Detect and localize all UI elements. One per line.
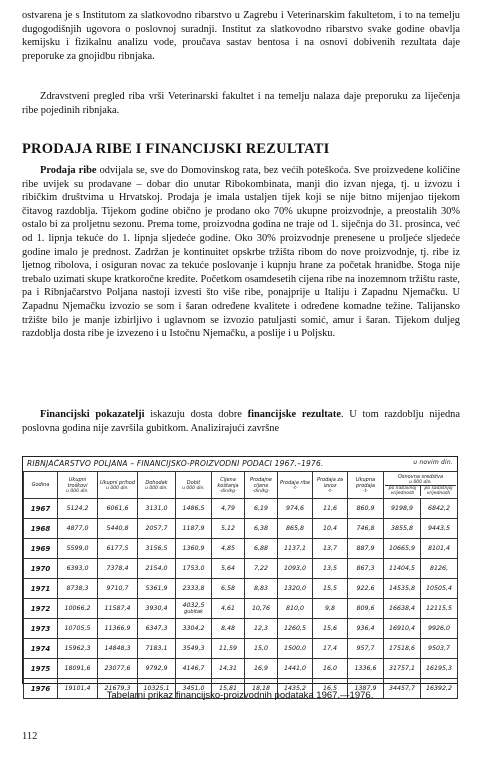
table-cell: 10,76 xyxy=(245,599,278,619)
table-header-row xyxy=(24,472,458,499)
table-cell: 8,48 xyxy=(212,619,245,639)
table-cell: 10705,5 xyxy=(58,619,98,639)
table-unit-note: u novim din. xyxy=(413,459,453,466)
table-cell: 3855,8 xyxy=(384,519,421,539)
table-cell: 21679,3 xyxy=(98,679,138,699)
table-cell: 16,5 xyxy=(313,679,348,699)
table-cell: 6177,5 xyxy=(98,539,138,559)
table-cell: 922,6 xyxy=(348,579,384,599)
page-number: 112 xyxy=(22,731,38,742)
table-cell: 1093,0 xyxy=(278,559,313,579)
header-sub-label: -t- xyxy=(292,485,298,491)
table-cell: 9443,5 xyxy=(421,519,458,539)
table-cell: 7378,4 xyxy=(98,559,138,579)
table-cell: 16638,4 xyxy=(384,599,421,619)
table-header xyxy=(24,472,458,499)
header-sub-label: -din/kg- xyxy=(252,488,270,494)
table-cell: 6393,0 xyxy=(58,559,98,579)
header-sub-label: u 000 din. xyxy=(182,485,205,491)
header-main-label: Ukupni prihod xyxy=(99,479,136,486)
table-cell: 9503,7 xyxy=(421,639,458,659)
table-cell: 957,7 xyxy=(348,639,384,659)
table-cell: 5124,2 xyxy=(58,499,98,519)
table-cell: 15962,3 xyxy=(58,639,98,659)
section-heading: PRODAJA RIBE I FINANCIJSKI REZULTATI xyxy=(22,141,330,157)
table-cell: 2057,7 xyxy=(138,519,176,539)
table-cell: 4,79 xyxy=(212,499,245,519)
finance-results-bold: financijske rezultate xyxy=(247,409,341,420)
finance-text-rest: . U tom razdoblju nijedna poslovna godina nije završila gubitkom. Analizirajući završne xyxy=(22,409,460,434)
table-cell: 10066,2 xyxy=(58,599,98,619)
table-row xyxy=(24,599,458,619)
sales-lead-bold: Prodaja ribe xyxy=(40,165,97,176)
table-cell: 34457,7 xyxy=(384,679,421,699)
financial-table xyxy=(23,471,458,699)
table-cell: 1336,6 xyxy=(348,659,384,679)
table-cell: 1320,0 xyxy=(278,579,313,599)
table-header-cell xyxy=(245,472,278,499)
table-cell: 3131,0 xyxy=(138,499,176,519)
table-cell: 7183,1 xyxy=(138,639,176,659)
table-row xyxy=(24,659,458,679)
table-cell: 16,0 xyxy=(313,659,348,679)
finance-paragraph xyxy=(22,408,460,435)
year-cell: 1976 xyxy=(24,679,58,699)
table-cell: 1441,0 xyxy=(278,659,313,679)
table-title-text: RIBNJAČARSTVO POLJANA – FINANCIJSKO-PROIZVODNI PODACI 1967.–1976. xyxy=(27,459,324,468)
table-cell: 12,3 xyxy=(245,619,278,639)
table-cell: 9926,0 xyxy=(421,619,458,639)
table-cell: 887,9 xyxy=(348,539,384,559)
table-cell: 6,38 xyxy=(245,519,278,539)
table-cell: 4,85 xyxy=(212,539,245,559)
table-header-cell xyxy=(24,472,58,499)
table-cell: 15,0 xyxy=(245,639,278,659)
table-cell: 10325,1 xyxy=(138,679,176,699)
table-cell: 4146,7 xyxy=(176,659,212,679)
table-header-cell xyxy=(98,472,138,499)
table-caption: Tabelarni prikaz financijsko-proizvodnih podataka 1967.—1976. xyxy=(106,690,374,701)
table-cell: 746,8 xyxy=(348,519,384,539)
table-cell: 860,9 xyxy=(348,499,384,519)
table-cell: 19101,4 xyxy=(58,679,98,699)
table-cell: 4877,0 xyxy=(58,519,98,539)
table-cell: 13,7 xyxy=(313,539,348,559)
table-cell: 8738,3 xyxy=(58,579,98,599)
table-row xyxy=(24,579,458,599)
financial-table-figure xyxy=(22,456,458,693)
table-cell: 8,83 xyxy=(245,579,278,599)
header-main-label: Prodajne cijene xyxy=(249,476,272,489)
intro-paragraph-1: ostvarena je s Institutom za slatkovodno ribarstvo u Zagrebu i Veterinarskim fakultetom, i to na temelju dugogodišnjih ugovora o poslovnoj suradnji. Institut za slatkovodno ribarstvo svake godine obavlja kemijsku i fizikalnu analizu vode, proučava sastav bentosa i na osnovi dobivenih rezultata daje preporuke za gnojidbu ribnjaka. xyxy=(22,10,460,62)
header-main-label: Prodaja za izvoz xyxy=(316,476,344,489)
table-cell: 10505,4 xyxy=(421,579,458,599)
table-cell: 5361,9 xyxy=(138,579,176,599)
table-cell: 1753,0 xyxy=(176,559,212,579)
header-sub-label: u 000 din. xyxy=(66,488,89,494)
table-cell: 1486,5 xyxy=(176,499,212,519)
table-cell: 16195,3 xyxy=(421,659,458,679)
year-cell: 1968 xyxy=(24,519,58,539)
table-body xyxy=(24,499,458,699)
table-cell: 12115,5 xyxy=(421,599,458,619)
table-header-cell xyxy=(58,472,98,499)
table-cell: 3451,0 xyxy=(176,679,212,699)
table-cell: 9710,7 xyxy=(98,579,138,599)
table-cell: 11,6 xyxy=(313,499,348,519)
table-cell: 11587,4 xyxy=(98,599,138,619)
table-cell: 936,4 xyxy=(348,619,384,639)
table-row xyxy=(24,559,458,579)
table-cell: 6061,6 xyxy=(98,499,138,519)
table-cell: 10,4 xyxy=(313,519,348,539)
table-cell: 6842,2 xyxy=(421,499,458,519)
table-cell: 18091,6 xyxy=(58,659,98,679)
table-cell: 1360,9 xyxy=(176,539,212,559)
table-cell: 6347,3 xyxy=(138,619,176,639)
table-row xyxy=(24,619,458,639)
header-sub-label: u 000 din. xyxy=(145,485,168,491)
table-row xyxy=(24,639,458,659)
table-cell: 31757,1 xyxy=(384,659,421,679)
header-sub-label: -t- xyxy=(362,488,368,494)
table-cell: 17518,6 xyxy=(384,639,421,659)
table-header-cell xyxy=(278,472,313,499)
table-cell: 2333,8 xyxy=(176,579,212,599)
header-main-label: Prodaja ribe xyxy=(279,479,311,486)
intro-paragraph-2: Zdravstveni pregled riba vrši Veterinarski fakultet i na temelju nalaza daje preporuku za liječenja ribe pojedinih ribnjaka. xyxy=(22,91,460,116)
table-row xyxy=(24,519,458,539)
table-cell: 5440,8 xyxy=(98,519,138,539)
sales-text: odvijala se, sve do Domovinskog rata, bez većih poteškoća. Sve proizvedene količine ribe uvijek su prodavane – dobar dio unutar Ribokombinata, manji dio izvan njega, tj. u izvozu i ribičkim društvima u Hrvatskoj. Prodaja je imala ustaljen tijek koji se nije bitno mijenjao tijekom čitavog razdoblja. Tijekom godine obično je prodano oko 70% ukupne proizvodnje, a preostalih 30% ostalo bi za proljetnu sezonu. Prema tome, proizvodna godina ne traje od 1. siječnja do 31. prosinca, već od 1. lipnja tekuće do 1. lipnja sljedeće godine. Oko 30% proizvodnje prenesene u proljeće sljedeće godine imalo je prednost. Zadržan je kontinuitet opskrbe tržišta ribom do nove proizvodnje, tj. ribe iz ljetnog ribolova, i osiguran novac za tekuće poslovanje i kupnju hrane za početak hranidbe. Stoga nije trebalo uzimati skupe kratkoročne kredite. Početkom osamdesetih cijena ribe na inozemnom tržištu raste, pa i Ribnjačarstvo Poljana nastoji izvesti što više ribe, ponajprije u Italiju i Zapadnu Njemačku. U Zapadnu Njemačku izvozio se som i šaran određene kvalitete i određene komadne težine. Talijansko tržište bilo je manje izbirljivo i uglavnom se izvozio patuljasti somić, amur i šaran. Tijekom duljeg razdoblja dosta ribe je izvezeno i u Istočnu Njemačku, a poslije i u Poljsku. xyxy=(22,165,460,340)
table-cell: 5,12 xyxy=(212,519,245,539)
header-main-label: Cijena koštanja xyxy=(217,476,239,489)
header-sub-label: u 000 din. xyxy=(106,485,129,491)
table-header-cell xyxy=(313,472,348,499)
header-main-label: Godina xyxy=(31,482,50,488)
table-cell: 17,4 xyxy=(313,639,348,659)
table-cell: 11404,5 xyxy=(384,559,421,579)
table-cell: 9792,9 xyxy=(138,659,176,679)
table-cell: 3304,2 xyxy=(176,619,212,639)
table-cell: 14848,3 xyxy=(98,639,138,659)
year-cell: 1974 xyxy=(24,639,58,659)
table-cell: 809,6 xyxy=(348,599,384,619)
year-cell: 1967 xyxy=(24,499,58,519)
table-cell: 15,6 xyxy=(313,619,348,639)
table-cell: 18,18 xyxy=(245,679,278,699)
table-cell: 23077,6 xyxy=(98,659,138,679)
table-cell: 1435,2 xyxy=(278,679,313,699)
sales-paragraph xyxy=(22,164,460,341)
table-row xyxy=(24,539,458,559)
table-cell: 6,88 xyxy=(245,539,278,559)
table-cell: 16910,4 xyxy=(384,619,421,639)
table-cell: 15,81 xyxy=(212,679,245,699)
year-cell: 1971 xyxy=(24,579,58,599)
table-cell: 4,61 xyxy=(212,599,245,619)
table-cell: 1137,1 xyxy=(278,539,313,559)
year-cell: 1970 xyxy=(24,559,58,579)
header-os-subcolumn: po sadašnjoj vrijednosti xyxy=(424,486,453,496)
table-cell: 2154,0 xyxy=(138,559,176,579)
table-cell: 14,31 xyxy=(212,659,245,679)
table-cell: 865,8 xyxy=(278,519,313,539)
table-cell: 1387,9 xyxy=(348,679,384,699)
table-cell: 9,8 xyxy=(313,599,348,619)
year-cell: 1969 xyxy=(24,539,58,559)
table-header-cell xyxy=(176,472,212,499)
year-cell: 1975 xyxy=(24,659,58,679)
table-cell: 6,58 xyxy=(212,579,245,599)
table-cell: 16,9 xyxy=(245,659,278,679)
header-sub-label: -t- xyxy=(327,488,333,494)
table-cell: 1260,5 xyxy=(278,619,313,639)
table-cell: 3549,3 xyxy=(176,639,212,659)
header-main-label: Ukupna prodaja xyxy=(355,476,376,489)
header-sub-label: u 000 din. xyxy=(409,480,432,485)
table-header-cell xyxy=(138,472,176,499)
table-cell: 974,6 xyxy=(278,499,313,519)
table-cell: 1500,0 xyxy=(278,639,313,659)
header-main-label: Dobit xyxy=(186,479,201,486)
table-cell: 3930,4 xyxy=(138,599,176,619)
table-cell: 14535,8 xyxy=(384,579,421,599)
finance-lead-bold: Financijski pokazatelji xyxy=(40,409,145,420)
table-cell: 8101,4 xyxy=(421,539,458,559)
header-main-label: Ukupni troškovi xyxy=(67,476,88,489)
table-cell: 810,0 xyxy=(278,599,313,619)
table-cell: 867,3 xyxy=(348,559,384,579)
table-cell: 11366,9 xyxy=(98,619,138,639)
table-cell: 8126, xyxy=(421,559,458,579)
table-header-cell xyxy=(384,472,458,499)
year-cell: 1973 xyxy=(24,619,58,639)
year-cell: 1972 xyxy=(24,599,58,619)
table-cell: 13,5 xyxy=(313,559,348,579)
table-cell: 5,64 xyxy=(212,559,245,579)
table-cell: 6,19 xyxy=(245,499,278,519)
table-cell: 1187,9 xyxy=(176,519,212,539)
header-sub-label: -din/kg- xyxy=(219,488,237,494)
header-main-label: Dohodak xyxy=(145,479,168,486)
table-cell: 11,59 xyxy=(212,639,245,659)
table-cell: 16392,2 xyxy=(421,679,458,699)
finance-text-mid: iskazuju dosta dobre xyxy=(144,409,248,420)
table-header-cell xyxy=(212,472,245,499)
table-cell: 4032,5 gubitak xyxy=(176,599,212,619)
table-cell: 15,5 xyxy=(313,579,348,599)
table-cell: 9198,9 xyxy=(384,499,421,519)
table-cell: 5599,0 xyxy=(58,539,98,559)
table-title xyxy=(27,459,453,471)
table-cell: 3156,5 xyxy=(138,539,176,559)
table-row xyxy=(24,499,458,519)
table-cell: 7,22 xyxy=(245,559,278,579)
table-cell: 10665,9 xyxy=(384,539,421,559)
header-os-subcolumn: po nabavnoj vrijednosti xyxy=(385,486,421,496)
table-header-cell xyxy=(348,472,384,499)
header-main-label: Osnovna sredstva xyxy=(397,474,444,480)
